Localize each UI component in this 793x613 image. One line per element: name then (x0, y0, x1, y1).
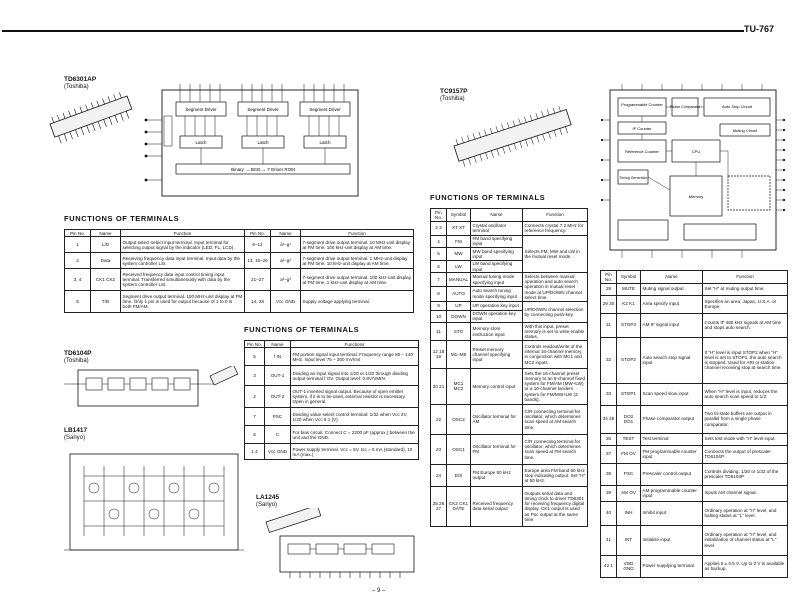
t3-cell: UP operation key input (471, 301, 523, 310)
td6301-driver-label-1: Segment Driver (185, 107, 217, 112)
t4-cell: AM IF signal input (641, 313, 703, 337)
table-row (65, 291, 414, 313)
t4-cell: AM programmable counter input (641, 485, 703, 501)
t3-cell: MC1 MC2 (447, 368, 471, 404)
page-number: – 9 – (372, 588, 386, 594)
t1-header-name: Name (91, 230, 121, 237)
td6301-driver-label-2: Segment Driver (247, 107, 279, 112)
t3-cell: 2 3 (431, 221, 447, 235)
table-row (65, 237, 414, 253)
t3-cell: LW (447, 260, 471, 273)
table-row (431, 486, 588, 526)
t3-cell: Oscillator terminal for FM (471, 434, 523, 464)
table-row (245, 426, 419, 444)
t3-cell: UP/DOWN channel selection by connecting push-key. (523, 301, 588, 323)
table-row (601, 313, 788, 337)
la1245-maker: (Sanyo) (256, 502, 278, 508)
t3-cell: Selects FM, MW and LW in the mutual reset mode. (523, 235, 588, 273)
t2-cell: Dividing value select control terminal: 1/32 when Vcc 2V, 1/20 when Vcc 5.1 (V) (291, 408, 419, 426)
t4-cell: Test terminal (641, 433, 703, 445)
table-row (601, 485, 788, 501)
t3-cell: Sets the 16-channel preset memory to an 8-channel fixed system for FM/AM (MW+LW) or a 16-channel tandem system for FM/MW+LW (3 bands). (523, 368, 588, 404)
page-code: TU-767 (743, 24, 774, 34)
t4-cell: Controls dividing, 1/20 or 1/32 of the prescaler TD6104P. (703, 463, 788, 485)
t3-cell: 25 26 27 (431, 486, 447, 526)
t3-cell: DOWN operation key input (471, 310, 523, 323)
t2-cell: Vcc GND (265, 444, 291, 460)
t2-cell: OUT-1 (265, 366, 291, 386)
tc9157-mute: Muting Circuit (732, 128, 758, 133)
t3-cell: C/R connecting terminal for oscillator, which determines scan speed at FM search time. (523, 434, 588, 464)
t3-cell: 10 (431, 310, 447, 323)
t3-cell: CK2 CK1 DATE (447, 486, 471, 526)
t1-cell: 7-segment drive output terminal. 100 kHz-unit display at FM time. 1 kHz-unit display at AM time. (301, 269, 414, 291)
table-row (431, 340, 588, 368)
t2-cell: 7 (245, 408, 265, 426)
t1-cell: 7-segment drive output terminal. 1 MHz-unit display at FM time. 10 kHz-unit display at AM time. (301, 253, 414, 269)
t4-cell: 42 1 (601, 555, 617, 577)
tc9157-part-name: TC9157P (440, 88, 468, 95)
t1-cell: L/D (91, 237, 121, 253)
t4-cell: If "H" level is input STOP2 when "H" level is set to STOP1, the auto search is stopped. Used for ARI or station channel receiving stop at search time. (703, 337, 788, 383)
t3-cell: 8 (431, 286, 447, 301)
table-row (431, 323, 588, 341)
t4-cell: Area specify input (641, 295, 703, 313)
table-row (431, 368, 588, 404)
table-row (601, 405, 788, 433)
table-row (601, 525, 788, 555)
t1-header-pin: Pin No. (65, 230, 91, 237)
t4-cell: Auto search stop signal input (641, 337, 703, 383)
t3-cell: M1–M8 (447, 340, 471, 368)
t1-header-function-2: Function (301, 230, 414, 237)
t4-cell: 31 (601, 313, 617, 337)
t3-cell: Selects between manual operation and auto search operation in mutual reset mode at UP/DOWN channel select time. (523, 273, 588, 301)
t4-header-pin: Pin No. (601, 271, 617, 284)
t1-header-pin-2: Pin No. (245, 230, 271, 237)
tc9157-package-drawing (440, 106, 590, 178)
t1-cell: Output select select input terminal. Input terminal for selecting output signal by the indicator (LED, FL, LCD). (121, 237, 245, 253)
t4-header-symbol: Symbol (617, 271, 641, 284)
t2-cell: f IN (265, 348, 291, 366)
table-row (65, 269, 414, 291)
t4-cell: Two tri-state buffers are output in parallel from a single phase comparator. (703, 405, 788, 433)
table-row (245, 408, 419, 426)
td6301-maker: (Toshiba) (64, 84, 89, 90)
t2-cell: Dividing an input signal into 1/20 or 1/32 through dividing output terminal f OV. Output level: 0.8V/VMIN (291, 366, 419, 386)
t4-cell: Phase comparator output (641, 405, 703, 433)
table-row (431, 464, 588, 486)
table-row (601, 295, 788, 313)
t3-cell: Outputs serial data and timing clock to driver TD6301 for receiving frequency digital display. CK1 output is used as Poc output at the same time. (523, 486, 588, 526)
table-row (245, 366, 419, 386)
t4-cell: Counts IF 460 kHz signals at AM time and stops auto search. (703, 313, 788, 337)
t4-header-function: Function (703, 271, 788, 284)
t2-cell: OUT-1 inverted signal output. Because of open emitter system, if it is to be used, external resistor is necessary. Open in general. (291, 386, 419, 408)
t4-cell: PSC (617, 463, 641, 485)
t4-cell: 37 (601, 445, 617, 463)
t1-cell: Segment drive output terminal. 100 MHz-unit display at FM time. Only 1 pin is used for output because of 1 to 0 in both FM/AM. (121, 291, 245, 313)
table-row (601, 463, 788, 485)
t4-header-name: Name (641, 271, 703, 284)
t3-cell: 9 (431, 301, 447, 310)
t3-cell: Memory store instruction input (471, 323, 523, 341)
td6301-package-drawing (40, 90, 138, 162)
t4-cell: Sets test mode with "H" level input. (703, 433, 788, 445)
t4-cell: 41 (601, 525, 617, 555)
t4-cell: STOP2 (617, 337, 641, 383)
table-row (601, 445, 788, 463)
t3-cell: XT XT (447, 221, 471, 235)
t3-cell: With this input, preset memory is set to write enable status. (523, 323, 588, 341)
t3-cell: 5 (431, 248, 447, 261)
t4-cell: Prescaler control output (641, 463, 703, 485)
t1-cell: 3, 4 (65, 269, 91, 291)
t4-cell: Muting signal output (641, 283, 703, 295)
t3-cell: AUTO (447, 286, 471, 301)
t2-cell: PSC (265, 408, 291, 426)
t3-cell: FM band specifying input (471, 235, 523, 248)
table-row (245, 386, 419, 408)
t2-cell: OUT-2 (265, 386, 291, 408)
t3-cell: OSC1 (447, 434, 471, 464)
tc9157-prog-counter: Programmable Counter (621, 102, 663, 107)
tc9157-terminal-table-right (600, 270, 788, 578)
t1-header-name-2: Name (271, 230, 301, 237)
td6301-block-diagram (140, 80, 370, 208)
t1-cell: 14, 28 (245, 291, 271, 313)
lb1417-maker: (Sanyo) (64, 435, 86, 441)
t2-cell: 1 4 (245, 444, 265, 460)
functions-heading-2: FUNCTIONS OF TERMINALS (244, 325, 360, 334)
t3-cell: 11 (431, 323, 447, 341)
td6301-rom-label: Binary → BCD → 7 Driver ROM (231, 167, 295, 172)
t2-header-name: Name (265, 341, 291, 348)
table-row (601, 501, 788, 525)
t4-cell: Scan speed slow input (641, 383, 703, 405)
t3-cell: LW band specifying input (471, 260, 523, 273)
t3-cell: Controls readout/write of the internal 16-channel memory in conjunction with MC1 and MC2 inputs. (523, 340, 588, 368)
td6301-latch-3: Latch (319, 140, 331, 145)
tc9157-timing: Timing Generator (619, 176, 647, 180)
t3-cell: 22 (431, 404, 447, 434)
t3-header-name: Name (471, 209, 523, 222)
t4-cell: 36 (601, 433, 617, 445)
t1-cell: 2 (65, 253, 91, 269)
t2-header-functions: Functions (291, 341, 419, 348)
t4-cell: Ordinary operation at "H" level, and initialization of channel status at "L" level. (703, 525, 788, 555)
td6301-terminal-table (64, 229, 414, 313)
t3-header-symbol: Symbol (447, 209, 471, 222)
t4-cell: AM OV (617, 485, 641, 501)
t4-cell: TEST (617, 433, 641, 445)
lb1417-part-name: LB1417 (64, 427, 88, 434)
t4-cell: 34 35 (601, 405, 617, 433)
tc9157-maker: (Toshiba) (440, 96, 465, 102)
table-row (245, 348, 419, 366)
t2-cell: 2 (245, 386, 265, 408)
t4-cell: 29 30 (601, 295, 617, 313)
td6301-latch-1: Latch (195, 140, 207, 145)
t1-cell: 7-segment drive output terminal. 10 MHz-unit display at FM time. 100 kHz-unit display at AM time. (301, 237, 414, 253)
t2-cell: FM portion signal input terminal. Frequency range 80 – 140 MHz. Input level 75 – 300 mVrms (291, 348, 419, 366)
tc9157-cpu: CPU (691, 149, 701, 154)
t4-cell: STOP3 (617, 313, 641, 337)
t2-cell: 3 (245, 366, 265, 386)
la1245-block-diagram (250, 508, 426, 580)
tc9157-phase-comp: Phase Comparator (669, 105, 701, 109)
t4-cell: 32 (601, 337, 617, 383)
lb1417-schematic (64, 446, 244, 566)
t4-cell: 40 (601, 501, 617, 525)
table-row (431, 404, 588, 434)
t1-cell: CK1 CK2 (91, 269, 121, 291)
t1-cell: 1 (65, 237, 91, 253)
table-row (601, 383, 788, 405)
t4-cell: Specifies an area, Japan, U.S.A. or Europe. (703, 295, 788, 313)
t4-cell: Ordinary operation at "H" level, and halting status at "L" level. (703, 501, 788, 525)
t4-cell: INH (617, 501, 641, 525)
t1-cell: 21–27 (245, 269, 271, 291)
t3-cell: 20 21 (431, 368, 447, 404)
t3-cell: Received frequency data serial output (471, 486, 523, 526)
t4-cell: MUTE (617, 283, 641, 295)
t1-cell: Received frequency data input control timing input terminal. Transferred simultaneously with data by the system controller LSI. (121, 269, 245, 291)
t3-cell: 24 (431, 464, 447, 486)
table-row (431, 273, 588, 286)
t4-cell: FM programmable counter input (641, 445, 703, 463)
tc9157-memory: Memory (688, 194, 704, 199)
t4-cell: Set "H" at muting output time. (703, 283, 788, 295)
t2-cell: 6 (245, 426, 265, 444)
t3-cell: Memory control input (471, 368, 523, 404)
t1-cell: a²–g² (271, 253, 301, 269)
table-row (245, 444, 419, 460)
t2-cell: C (265, 426, 291, 444)
t2-cell: Power supply terminal. Vcc = 5V. Icc = 5 mA (standard), 10 mA (max.) (291, 444, 419, 460)
t4-cell: 39 (601, 485, 617, 501)
t4-cell: Power supplying terminal (641, 555, 703, 577)
t1-cell: 5 (65, 291, 91, 313)
t3-cell: Manual tuning mode specifying input (471, 273, 523, 286)
td6104-block-diagram (64, 366, 244, 416)
t3-cell: 7 (431, 273, 447, 286)
t3-cell: Auto search tuning mode specifying input (471, 286, 523, 301)
t1-cell: Supply voltage applying terminal. (301, 291, 414, 313)
tc9157-auto-stop: Auto Stop Circuit (721, 104, 753, 109)
t3-cell: 4 (431, 235, 447, 248)
t3-cell: FM Europe 50 kHz output (471, 464, 523, 486)
t3-cell: OSC2 (447, 404, 471, 434)
t4-cell: Connects the output of prescaler TD6104P. (703, 445, 788, 463)
la1245-part-name: LA1245 (256, 494, 280, 501)
t4-cell: Initialize input (641, 525, 703, 555)
t3-header-function: Function (523, 209, 588, 222)
t4-cell: INT (617, 525, 641, 555)
t3-cell: Connects crystal 7.2 MHz for reference frequency. (523, 221, 588, 235)
td6104-part-name: TD6104P (64, 350, 92, 357)
t3-cell: FM (447, 235, 471, 248)
table-row (601, 433, 788, 445)
table-row (601, 555, 788, 577)
t4-cell: Inhibit input (641, 501, 703, 525)
t3-cell: STO (447, 323, 471, 341)
t4-cell: DO2 DO1 (617, 405, 641, 433)
t1-cell: a¹–g¹ (271, 237, 301, 253)
functions-heading-1: FUNCTIONS OF TERMINALS (64, 214, 180, 223)
t3-cell: C/R connecting terminal for oscillator, which determines scan speed at AM search time. (523, 404, 588, 434)
t4-cell: Applies 5 ± 0.5 V. Up to 2 V is available as backup. (703, 555, 788, 577)
t4-cell: K2 K1 (617, 295, 641, 313)
table-row (431, 434, 588, 464)
tc9157-if-counter: IF Counter (632, 126, 652, 131)
t3-cell: 6 (431, 260, 447, 273)
tc9157-reference: Reference Counter (625, 149, 659, 154)
t3-cell: Oscillator terminal for AM (471, 404, 523, 434)
t4-cell: STOP1 (617, 383, 641, 405)
table-row (601, 337, 788, 383)
t1-cell: Data (91, 253, 121, 269)
t2-header-pin: Pin No. (245, 341, 265, 348)
t1-cell: Receiving frequency data input terminal. Input data by the system controller LSI. (121, 253, 245, 269)
functions-heading-3: FUNCTIONS OF TERMINALS (430, 193, 546, 202)
td6301-latch-2: Latch (257, 140, 269, 145)
t1-cell: Vcc GND (271, 291, 301, 313)
t3-cell: Preset memory channel specifying input (471, 340, 523, 368)
t4-cell: VDD GND (617, 555, 641, 577)
t4-cell: When "H" level is input, reduces the auto search scan speed to 1/2. (703, 383, 788, 405)
t3-cell: MW band specifying input (471, 248, 523, 261)
t4-cell: 28 (601, 283, 617, 295)
t2-cell: 5 (245, 348, 265, 366)
t3-cell: 23 (431, 434, 447, 464)
table-row (431, 301, 588, 310)
page-header (2, 24, 792, 36)
t3-cell: Crystal oscillator terminal (471, 221, 523, 235)
t3-cell: D/S (447, 464, 471, 486)
t1-cell: a³–g³ (271, 269, 301, 291)
td6104-maker: (Toshiba) (64, 358, 89, 364)
table-row (601, 283, 788, 295)
td6104-terminal-table (244, 340, 419, 460)
tc9157-terminal-table-left (430, 208, 588, 527)
t4-cell: Inputs AM channel signal. (703, 485, 788, 501)
t3-cell: UP (447, 301, 471, 310)
t4-cell: 38 (601, 463, 617, 485)
t3-cell: MW (447, 248, 471, 261)
td6301-driver-label-3: Segment Driver (309, 107, 341, 112)
t4-cell: 33 (601, 383, 617, 405)
t1-header-function: Function (121, 230, 245, 237)
table-row (431, 235, 588, 248)
t2-cell: For bias circuit. Connect C = 2200 pF (approx.) between the unit and the GND. (291, 426, 419, 444)
t3-header-pin: Pin No. (431, 209, 447, 222)
header-rule (2, 30, 744, 32)
t3-cell: MANUAL (447, 273, 471, 286)
t3-cell: DOWN (447, 310, 471, 323)
t1-cell: 13, 15–20 (245, 253, 271, 269)
td6301-part-name: TD6301AP (64, 76, 97, 83)
table-row (65, 253, 414, 269)
table-row (431, 221, 588, 235)
t3-cell: Europe area FM band 50 kHz step indicating output. Set "H" at 50 kHz. (523, 464, 588, 486)
tc9157-block-diagram (592, 80, 788, 262)
t1-cell: 6–12 (245, 237, 271, 253)
t4-cell: FM OV (617, 445, 641, 463)
t1-cell: T/D (91, 291, 121, 313)
t3-cell: 12 18 19 (431, 340, 447, 368)
